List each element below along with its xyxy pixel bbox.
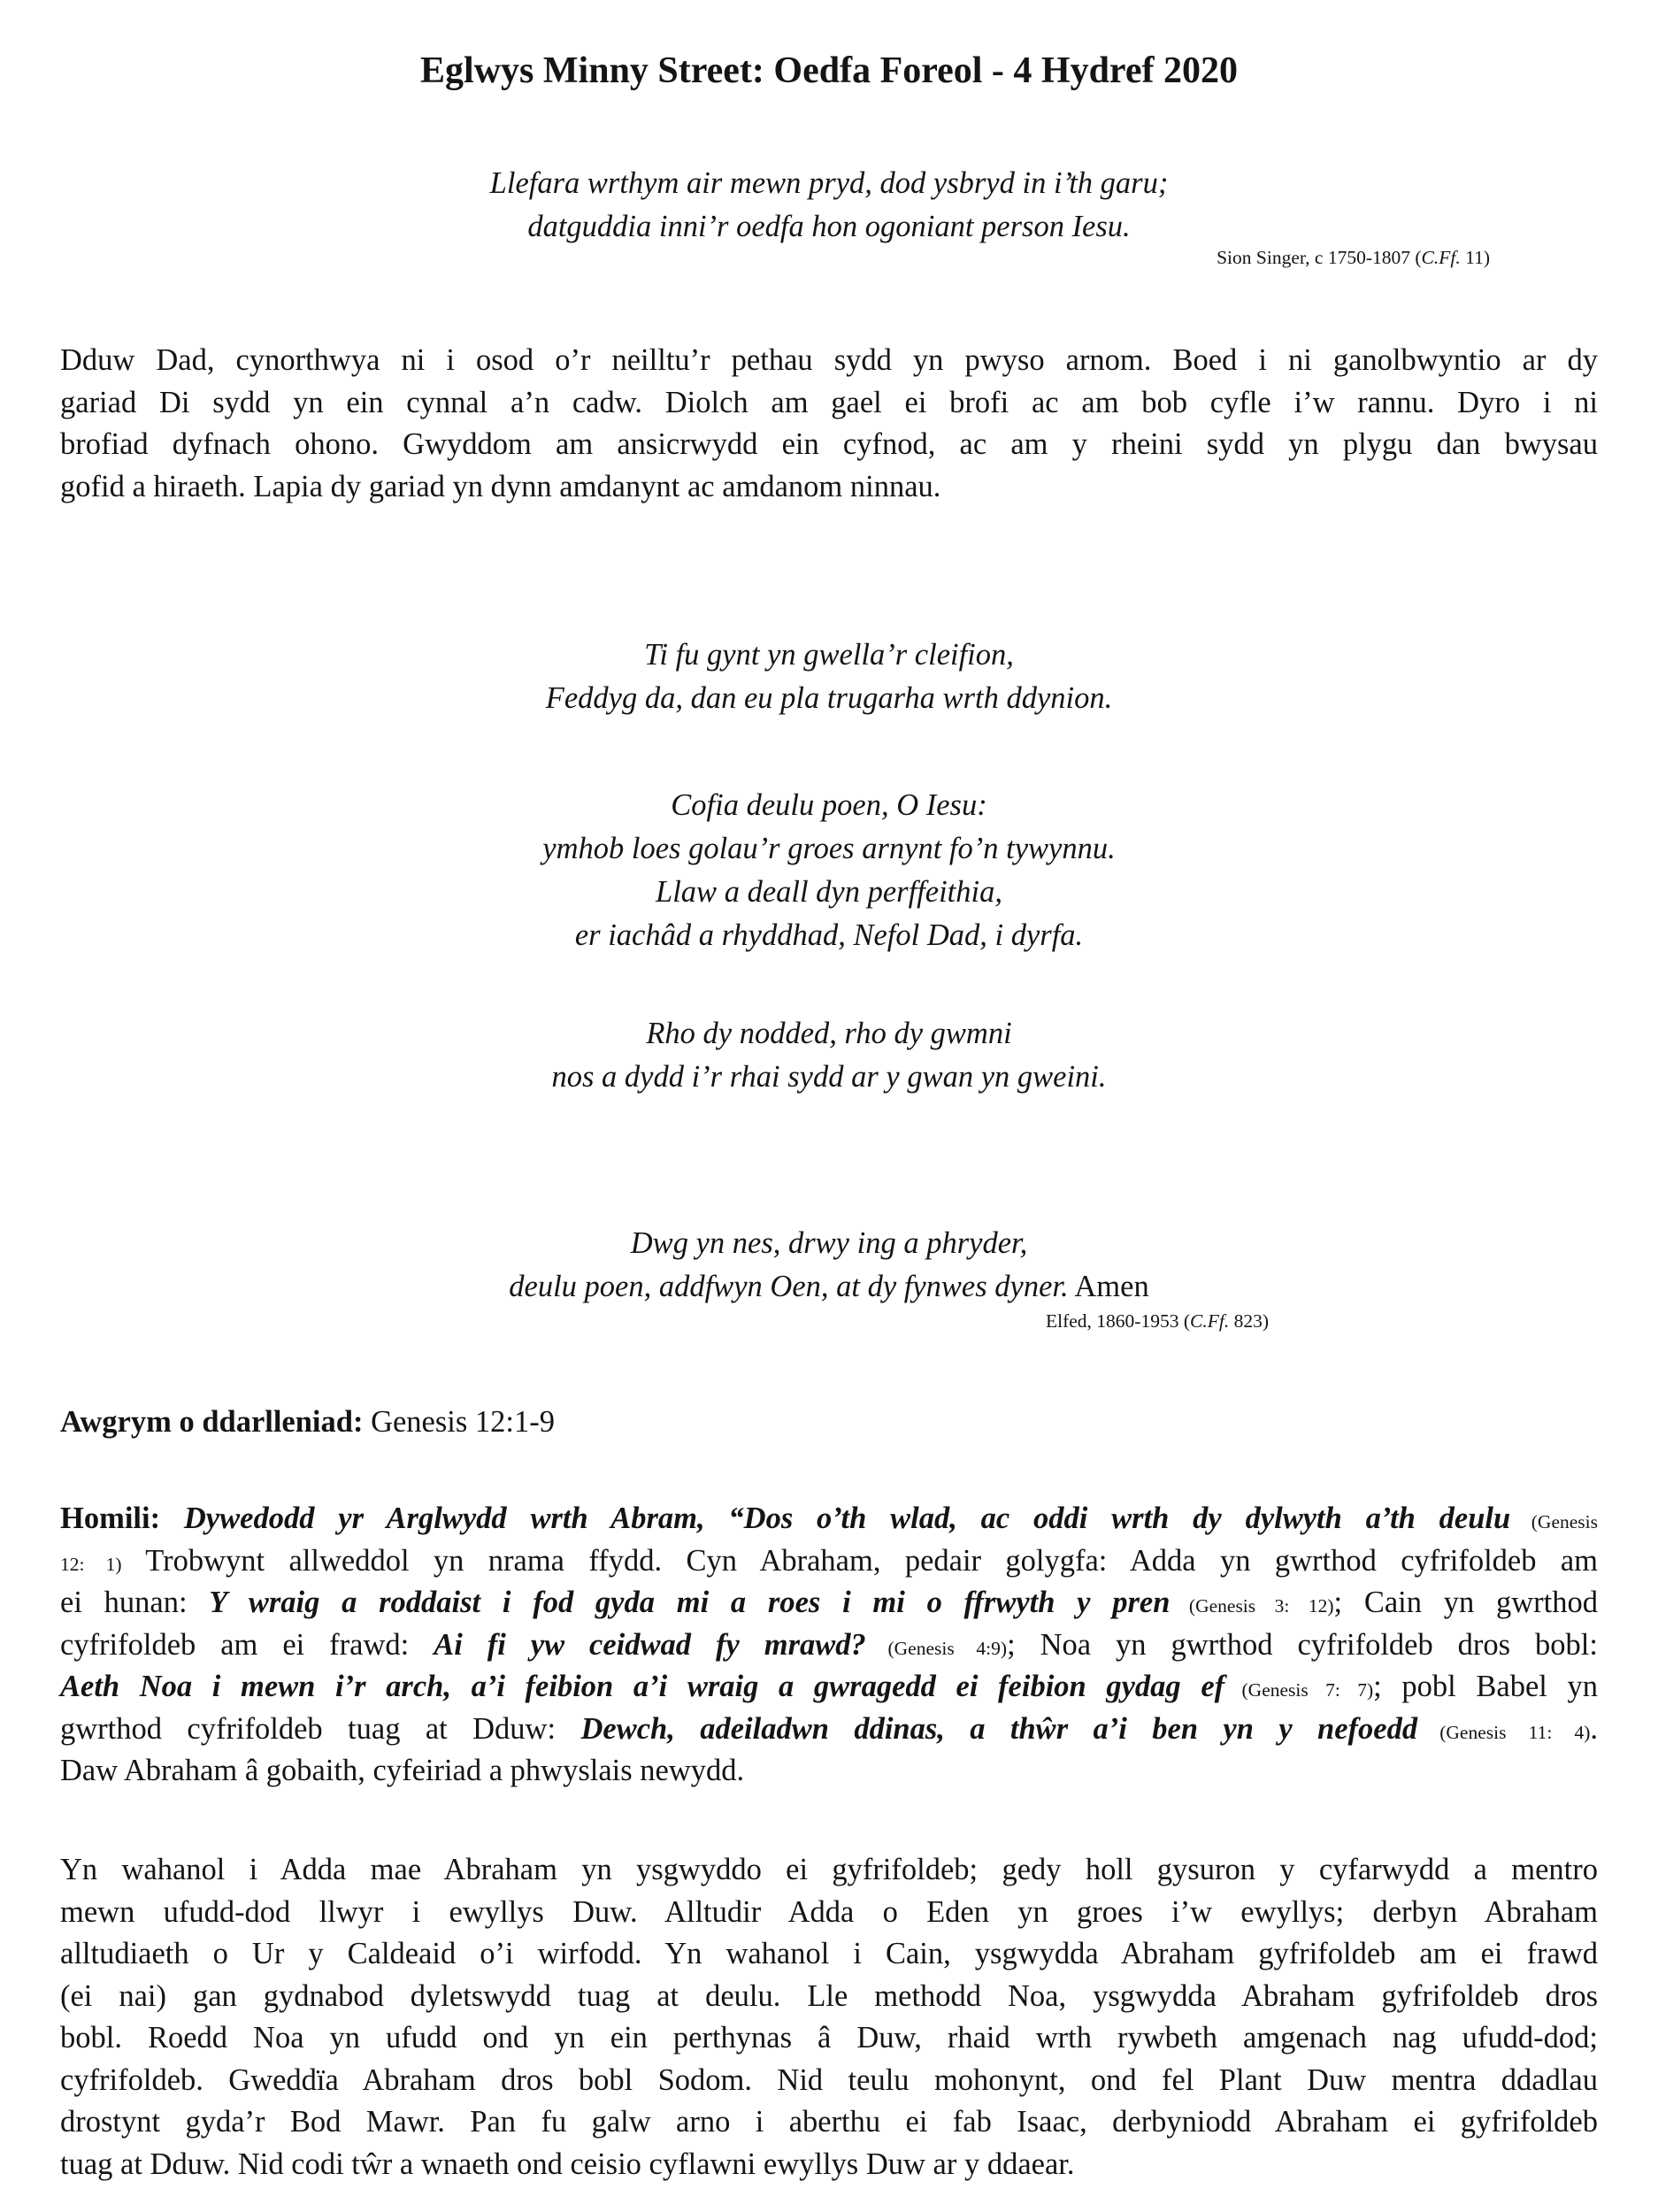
hymn-stanza-3 (0, 1012, 1658, 1099)
hymn-line: Cofia deulu poen, O Iesu: (671, 788, 987, 822)
hymn-line: ymhob loes golau’r groes arnynt fo’n tywynnu. (542, 832, 1116, 865)
reading-text: Genesis 12:1-9 (363, 1405, 556, 1439)
amen: Amen (1068, 1270, 1149, 1303)
hymn-stanza-2 (0, 784, 1658, 957)
reflection-line: alltudiaeth o Ur y Caldeaid o’i wirfodd. Yn wahanol i Cain, ysgwydda Abraham gyfrifoldeb am ei frawd (60, 1937, 1598, 1970)
hymn-line: Llaw a deall dyn perffeithia, (656, 875, 1002, 909)
reflection-line: cyfrifoldeb. Gweddïa Abraham dros bobl Sodom. Nid teulu mohonynt, ond fel Plant Duw mentra ddadlau (60, 2062, 1598, 2097)
hymn-line: Ti fu gynt yn gwella’r cleifion, (644, 638, 1014, 672)
prayer-paragraph (60, 340, 1598, 508)
hymn-stanza-1 (0, 634, 1658, 720)
prayer-line: brofiad dyfnach ohono. Gwyddom am ansicrwydd ein cyfnod, ac am y rheini sydd yn plygu dan bwysau (60, 427, 1598, 461)
homily-line: cyfrifoldeb am ei frawd: Ai fi yw ceidwad fy mrawd? (Genesis 4:9); Noa yn gwrthod cyfrifoldeb dros bobl: (60, 1627, 1598, 1662)
reflection-line: mewn ufudd-dod llwyr i ewyllys Duw. Alltudir Adda o Eden yn groes i’w ewyllys; derbyn Abraham (60, 1894, 1598, 1929)
reflection-paragraph (60, 1849, 1598, 2185)
verse-line: datguddia inni’r oedfa hon ogoniant person Iesu. (527, 210, 1131, 243)
prayer-line: Dduw Dad, cynorthwya ni i osod o’r neilltu’r pethau sydd yn pwyso arnom. Boed i ni ganolbwyntio ar dy (60, 343, 1598, 377)
hymn-line: er iachâd a rhyddhad, Nefol Dad, i dyrfa. (574, 918, 1084, 952)
hymn-stanza-4 (0, 1222, 1658, 1309)
reflection-line: (ei nai) gan gydnabod dyletswydd tuag at deulu. Lle methodd Noa, ysgwydda Abraham gyfrifoldeb dros (60, 1978, 1598, 2013)
opening-verse (0, 162, 1658, 249)
hymn-line: Feddyg da, dan eu pla trugarha wrth ddynion. (545, 681, 1113, 715)
reflection-line: bobl. Roedd Noa yn ufudd ond yn ein perthynas â Duw, rhaid wrth rywbeth amgenach nag ufudd-dod; (60, 2021, 1598, 2055)
homily-line: ei hunan: Y wraig a roddaist i fod gyda mi a roes i mi o ffrwyth y pren (Genesis 3: 12); Cain yn gwrthod (60, 1586, 1599, 1619)
reflection-line: drostynt gyda’r Bod Mawr. Pan fu galw arno i aberthu ei fab Isaac, derbyniodd Abraham ei gyfrifoldeb (60, 2105, 1598, 2139)
page-title: Eglwys Minny Street: Oedfa Foreol - 4 Hydref 2020 (420, 50, 1238, 91)
reading-label: Awgrym o ddarlleniad: (60, 1405, 364, 1439)
homily-line: gwrthod cyfrifoldeb tuag at Dduw: Dewch, adeiladwn ddinas, a thŵr a’i ben yn y nefoedd (Genesis 11: 4). (60, 1711, 1598, 1746)
homily-line: Daw Abraham â gobaith, cyfeiriad a phwyslais newydd. (60, 1754, 745, 1787)
hymn-line: nos a dydd i’r rhai sydd ar y gwan yn gweini. (551, 1060, 1107, 1094)
homily-line: Aeth Noa i mewn i’r arch, a’i feibion a’i wraig a gwragedd ei feibion gydag ef (Genesis 7: 7); pobl Babel yn (60, 1670, 1598, 1703)
homily-line: Homili: Dywedodd yr Arglwydd wrth Abram, “Dos o’th wlad, ac oddi wrth dy dylwyth a’th deulu (Genesis (60, 1502, 1598, 1535)
hymn-attribution: Elfed, 1860-1953 (C.Ff. 823) (1045, 1310, 1269, 1332)
reflection-line: tuag at Dduw. Nid codi tŵr a wnaeth ond ceisio cyflawni ewyllys Duw ar y ddaear. (60, 2147, 1075, 2181)
homily-paragraph (60, 1498, 1598, 1793)
prayer-line: gofid a hiraeth. Lapia dy gariad yn dynn amdanynt ac amdanom ninnau. (60, 469, 941, 503)
homily-label: Homili: (60, 1502, 161, 1535)
hymn-line: deulu poen, addfwyn Oen, at dy fynwes dyner. Amen (509, 1270, 1149, 1303)
hymn-line: Rho dy nodded, rho dy gwmni (646, 1017, 1012, 1050)
verse-line: Llefara wrthym air mewn pryd, dod ysbryd in i’th garu; (489, 166, 1169, 200)
opening-verse-attribution: Sion Singer, c 1750-1807 (C.Ff. 11) (1217, 247, 1490, 268)
reflection-line: Yn wahanol i Adda mae Abraham yn ysgwyddo ei gyfrifoldeb; gedy holl gysuron y cyfarwydd a mentro (60, 1853, 1598, 1886)
reading-suggestion (60, 1402, 555, 1444)
hymn-line: Dwg yn nes, drwy ing a phryder, (630, 1226, 1028, 1260)
prayer-line: gariad Di sydd yn ein cynnal a’n cadw. Diolch am gael ei brofi ac am bob cyfle i’w rannu. Dyro i ni (60, 385, 1598, 419)
homily-line: 12: 1) Trobwynt allweddol yn nrama ffydd. Cyn Abraham, pedair golygfa: Adda yn gwrthod cyfrifoldeb am (60, 1543, 1598, 1578)
